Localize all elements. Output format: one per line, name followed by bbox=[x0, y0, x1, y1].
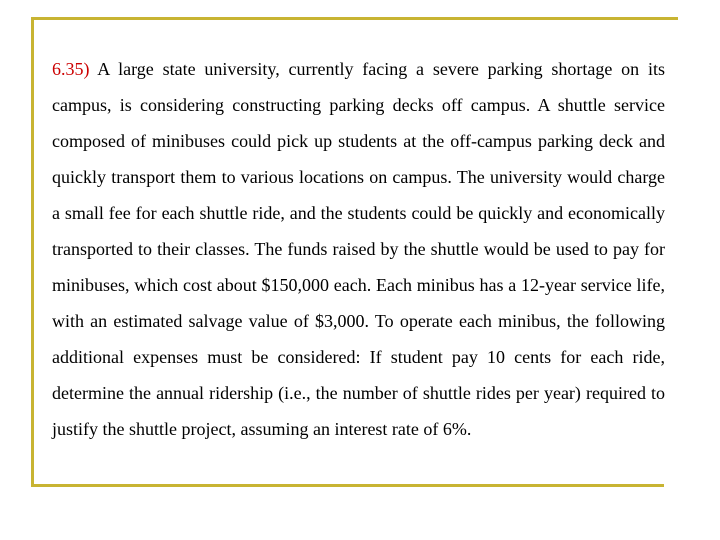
top-accent-rule bbox=[31, 17, 678, 20]
bottom-accent-rule bbox=[31, 484, 664, 487]
problem-text: A large state university, currently facing a severe parking shortage on its campus, is considering constructing parking decks off campus. A shuttle service composed of minibuses could pick up students at the off-campus parking deck and quickly transport them to various locations on campus. The university would charge a small fee for each shuttle ride, and the students could be quickly and economically transported to their classes. The funds raised by the shuttle would be used to pay for minibuses, which cost about $150,000 each. Each minibus has a 12-year service life, with an estimated salvage value of $3,000. To operate each minibus, the following additional expenses must be considered: If student pay 10 cents for each ride, determine the annual ridership (i.e., the number of shuttle rides per year) required to justify the shuttle project, assuming an interest rate of 6%. bbox=[52, 59, 665, 439]
problem-number: 6.35) bbox=[52, 59, 90, 79]
problem-statement bbox=[52, 51, 665, 447]
left-accent-rule bbox=[31, 17, 34, 487]
